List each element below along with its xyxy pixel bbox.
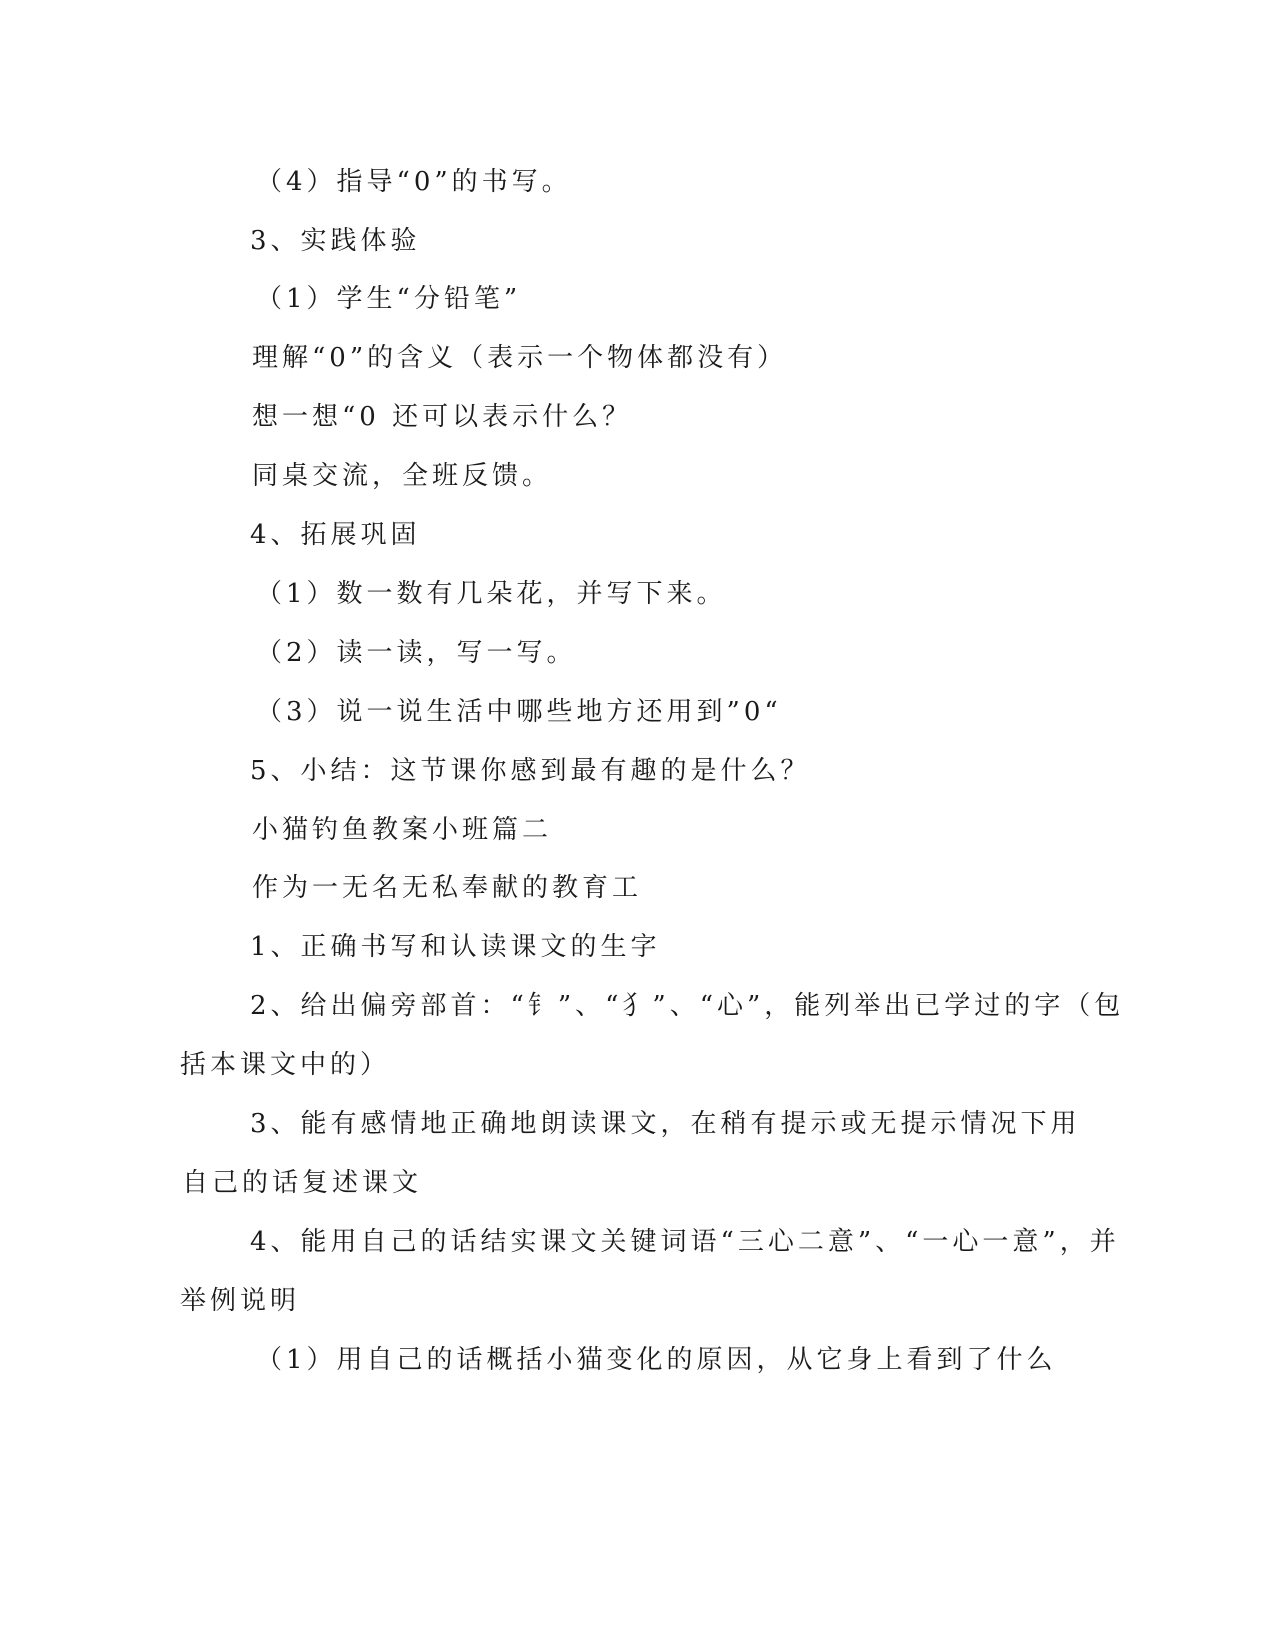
objective-item: 1、正确书写和认读课文的生字 xyxy=(250,932,661,962)
objective-item-continued: 自己的话复述课文 xyxy=(182,1168,423,1198)
text-line: （1）用自己的话概括小猫变化的原因，从它身上看到了什么 xyxy=(256,1345,1057,1375)
section-heading: 4、拓展巩固 xyxy=(250,520,421,550)
text-line: （3）说一说生活中哪些地方还用到”0“ xyxy=(256,697,782,727)
objective-item: 2、给出偏旁部首：“钅”、“犭”、“心”，能列举出已学过的字（包 xyxy=(250,991,1125,1021)
text-line: 作为一无名无私奉献的教育工 xyxy=(252,873,643,903)
objective-item-continued: 举例说明 xyxy=(180,1286,301,1316)
text-line: （1）数一数有几朵花，并写下来。 xyxy=(256,579,727,609)
text-line: 想一想“0 还可以表示什么？ xyxy=(252,402,633,432)
section-heading: 3、实践体验 xyxy=(250,226,421,256)
section-heading: 5、小结：这节课你感到最有趣的是什么？ xyxy=(250,756,811,786)
objective-item: 3、能有感情地正确地朗读课文，在稍有提示或无提示情况下用 xyxy=(250,1109,1081,1139)
article-title: 小猫钓鱼教案小班篇二 xyxy=(252,815,553,845)
objective-item-continued: 括本课文中的） xyxy=(180,1050,391,1080)
text-line: （2）读一读，写一写。 xyxy=(256,638,577,668)
text-line: （1）学生“分铅笔” xyxy=(256,284,522,314)
text-line: 同桌交流，全班反馈。 xyxy=(252,461,553,491)
objective-item: 4、能用自己的话结实课文关键词语“三心二意”、“一心一意”，并 xyxy=(250,1227,1120,1257)
text-line: 理解“0”的含义（表示一个物体都没有） xyxy=(252,343,788,373)
text-line: （4）指导“0”的书写。 xyxy=(256,167,572,197)
